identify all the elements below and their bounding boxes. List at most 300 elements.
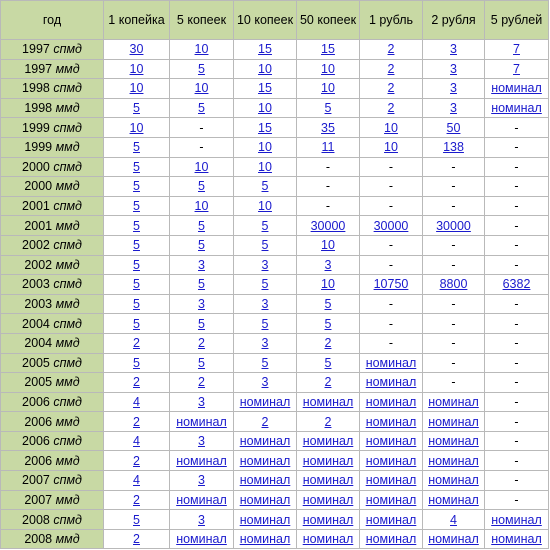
- price-link[interactable]: номинал: [428, 414, 479, 429]
- price-cell: [485, 118, 549, 138]
- price-cell: [170, 157, 234, 177]
- no-data-dash: -: [514, 199, 519, 214]
- price-link[interactable]: 10: [129, 120, 144, 135]
- price-cell: [104, 373, 170, 393]
- price-link[interactable]: номинал: [428, 532, 479, 547]
- price-cell: [297, 294, 360, 314]
- price-link[interactable]: 5: [261, 238, 269, 253]
- price-link[interactable]: 2: [387, 42, 395, 57]
- price-cell: [485, 275, 549, 295]
- table-row: [1, 412, 549, 432]
- price-link[interactable]: 5: [133, 257, 140, 272]
- mint-mark: ммд: [55, 336, 80, 351]
- price-link[interactable]: номинал: [365, 434, 417, 449]
- price-cell: [360, 490, 423, 510]
- price-cell: [234, 40, 297, 60]
- price-cell: [360, 235, 423, 255]
- table-body: [1, 40, 549, 549]
- price-link[interactable]: 2: [387, 101, 395, 116]
- table-row: [1, 196, 549, 216]
- price-cell: [170, 118, 234, 138]
- price-link[interactable]: номинал: [239, 492, 291, 507]
- price-link[interactable]: 15: [258, 81, 272, 96]
- price-cell: [423, 392, 485, 412]
- year-value: 2003: [22, 277, 50, 292]
- table-row: [1, 333, 549, 353]
- no-data-dash: -: [514, 316, 519, 331]
- price-cell: [297, 196, 360, 216]
- price-link[interactable]: 2: [387, 61, 395, 76]
- price-cell: [360, 40, 423, 60]
- price-link[interactable]: номинал: [365, 355, 417, 370]
- price-cell: [297, 314, 360, 334]
- price-link[interactable]: номинал: [239, 473, 291, 488]
- price-link[interactable]: 3: [450, 42, 457, 57]
- price-link[interactable]: 5: [198, 179, 205, 194]
- price-link[interactable]: 2: [324, 414, 332, 429]
- year-value: 2000: [22, 159, 50, 174]
- price-link[interactable]: номинал: [176, 453, 227, 468]
- price-link[interactable]: номинал: [365, 394, 417, 409]
- price-link[interactable]: номинал: [365, 453, 417, 468]
- table-row: [1, 275, 549, 295]
- header-1-ruble: 1 рубль: [360, 1, 423, 40]
- price-link[interactable]: 3: [324, 257, 332, 272]
- price-cell: [170, 98, 234, 118]
- price-link[interactable]: 5: [261, 316, 269, 331]
- price-cell: [104, 177, 170, 197]
- price-link[interactable]: номинал: [428, 492, 479, 507]
- price-link[interactable]: 2: [133, 375, 140, 390]
- no-data-dash: -: [451, 297, 456, 312]
- mint-mark: спмд: [53, 159, 82, 174]
- price-link[interactable]: 4: [133, 434, 140, 449]
- price-cell: [297, 235, 360, 255]
- price-link[interactable]: номинал: [176, 532, 227, 547]
- price-link[interactable]: 10: [258, 140, 272, 155]
- price-cell: [234, 471, 297, 491]
- price-link[interactable]: номинал: [239, 532, 291, 547]
- price-link[interactable]: номинал: [365, 492, 417, 507]
- price-link[interactable]: 2: [261, 414, 269, 429]
- mint-mark: спмд: [53, 238, 82, 253]
- mint-mark: ммд: [55, 140, 80, 155]
- year-value: 2005: [22, 355, 50, 370]
- price-link[interactable]: 2: [324, 336, 332, 351]
- price-link[interactable]: 5: [198, 355, 205, 370]
- price-link[interactable]: 4: [133, 394, 140, 409]
- price-cell: [234, 294, 297, 314]
- price-link[interactable]: 10: [129, 61, 144, 76]
- mint-mark: ммд: [55, 101, 80, 116]
- price-link[interactable]: 2: [133, 492, 140, 507]
- no-data-dash: -: [514, 218, 519, 233]
- price-link[interactable]: 50: [446, 120, 461, 135]
- price-link[interactable]: 3: [261, 297, 269, 312]
- no-data-dash: -: [451, 375, 456, 390]
- price-cell: [170, 196, 234, 216]
- price-cell: [485, 157, 549, 177]
- price-link[interactable]: 10: [194, 199, 209, 214]
- price-cell: [297, 98, 360, 118]
- year-value: 2002: [22, 238, 50, 253]
- year-value: 1999: [24, 140, 53, 155]
- price-cell: [234, 235, 297, 255]
- price-link[interactable]: номинал: [239, 394, 291, 409]
- price-link[interactable]: 6382: [502, 277, 531, 292]
- mint-mark: ммд: [55, 61, 80, 76]
- price-cell: [104, 353, 170, 373]
- price-link[interactable]: 3: [450, 81, 457, 96]
- price-link[interactable]: 5: [198, 101, 205, 116]
- price-link[interactable]: номинал: [365, 532, 417, 547]
- mint-mark: ммд: [55, 414, 80, 429]
- no-data-dash: -: [514, 355, 519, 370]
- price-link[interactable]: номинал: [428, 453, 479, 468]
- price-link[interactable]: 3: [198, 512, 205, 527]
- year-cell: [1, 471, 104, 491]
- header-5-kopeks: 5 копеек: [170, 1, 234, 40]
- price-link[interactable]: номинал: [302, 434, 354, 449]
- price-link[interactable]: 10: [258, 159, 272, 174]
- price-link[interactable]: 15: [258, 120, 272, 135]
- price-link[interactable]: 8800: [439, 277, 468, 292]
- year-cell: [1, 196, 104, 216]
- price-link[interactable]: номинал: [176, 492, 227, 507]
- no-data-dash: -: [388, 238, 394, 253]
- price-cell: [234, 412, 297, 432]
- price-link[interactable]: 5: [261, 355, 269, 370]
- price-link[interactable]: номинал: [176, 414, 227, 429]
- price-link[interactable]: номинал: [239, 453, 291, 468]
- price-link[interactable]: номинал: [302, 453, 354, 468]
- mint-mark: спмд: [53, 199, 82, 214]
- no-data-dash: -: [199, 140, 204, 155]
- table-header: [1, 1, 549, 40]
- no-data-dash: -: [514, 453, 519, 468]
- price-cell: [234, 98, 297, 118]
- price-cell: [104, 275, 170, 295]
- price-cell: [485, 294, 549, 314]
- price-link[interactable]: 3: [198, 434, 205, 449]
- price-link[interactable]: 15: [321, 42, 335, 57]
- no-data-dash: -: [451, 336, 456, 351]
- year-cell: [1, 98, 104, 118]
- no-data-dash: -: [451, 257, 456, 272]
- year-value: 2000: [24, 179, 53, 194]
- price-link[interactable]: 2: [133, 336, 140, 351]
- table-row: [1, 59, 549, 79]
- price-cell: [170, 431, 234, 451]
- mint-mark: спмд: [53, 434, 82, 449]
- table-row: [1, 79, 549, 99]
- price-link[interactable]: 5: [324, 297, 332, 312]
- price-cell: [104, 79, 170, 99]
- price-link[interactable]: 138: [443, 140, 464, 155]
- header-5-rubles: 5 рублей: [485, 1, 549, 40]
- price-cell: [104, 137, 170, 157]
- price-link[interactable]: 5: [324, 101, 332, 116]
- year-cell: [1, 314, 104, 334]
- price-link[interactable]: 10: [194, 81, 209, 96]
- price-link[interactable]: 5: [133, 512, 140, 527]
- price-cell: [423, 59, 485, 79]
- price-link[interactable]: номинал: [239, 512, 291, 527]
- price-link[interactable]: 5: [133, 218, 140, 233]
- price-cell: [485, 373, 549, 393]
- price-link[interactable]: 10: [321, 238, 335, 253]
- price-link[interactable]: номинал: [428, 473, 479, 488]
- price-link[interactable]: 11: [321, 140, 335, 155]
- price-cell: [170, 451, 234, 471]
- year-cell: [1, 137, 104, 157]
- price-link[interactable]: номинал: [239, 434, 291, 449]
- price-cell: [170, 510, 234, 530]
- price-cell: [170, 353, 234, 373]
- price-cell: [297, 216, 360, 236]
- price-link[interactable]: номинал: [365, 512, 417, 527]
- price-link[interactable]: 10: [129, 81, 144, 96]
- price-link[interactable]: 2: [387, 81, 395, 96]
- price-cell: [234, 333, 297, 353]
- no-data-dash: -: [451, 238, 456, 253]
- price-link[interactable]: 5: [324, 316, 332, 331]
- price-link[interactable]: номинал: [302, 473, 354, 488]
- price-cell: [423, 529, 485, 549]
- price-link[interactable]: 5: [133, 101, 140, 116]
- price-cell: [485, 314, 549, 334]
- price-link[interactable]: 3: [198, 257, 205, 272]
- price-cell: [485, 177, 549, 197]
- price-link[interactable]: 5: [133, 179, 140, 194]
- price-link[interactable]: номинал: [302, 394, 354, 409]
- price-link[interactable]: 5: [133, 238, 140, 253]
- year-cell: [1, 294, 104, 314]
- price-link[interactable]: 3: [261, 375, 269, 390]
- price-link[interactable]: 5: [133, 140, 140, 155]
- price-link[interactable]: 10: [384, 140, 398, 155]
- price-cell: [360, 275, 423, 295]
- price-link[interactable]: 5: [133, 297, 140, 312]
- price-link[interactable]: 10: [321, 277, 335, 292]
- year-value: 2008: [22, 512, 50, 527]
- price-link[interactable]: 3: [198, 297, 205, 312]
- price-link[interactable]: 2: [133, 532, 140, 547]
- price-link[interactable]: 2: [324, 375, 332, 390]
- price-cell: [297, 490, 360, 510]
- price-cell: [297, 510, 360, 530]
- price-cell: [297, 255, 360, 275]
- price-cell: [104, 59, 170, 79]
- price-link[interactable]: 35: [321, 120, 335, 135]
- price-cell: [297, 59, 360, 79]
- price-link[interactable]: 10: [321, 61, 335, 76]
- price-cell: [104, 412, 170, 432]
- price-link[interactable]: номинал: [302, 492, 354, 507]
- price-link[interactable]: 3: [450, 61, 457, 76]
- price-link[interactable]: 2: [133, 414, 140, 429]
- price-link[interactable]: 30000: [373, 218, 409, 233]
- no-data-dash: -: [388, 257, 394, 272]
- year-value: 1998: [22, 81, 50, 96]
- price-cell: [423, 412, 485, 432]
- table-row: [1, 510, 549, 530]
- price-link[interactable]: 15: [258, 42, 272, 57]
- price-link[interactable]: номинал: [428, 394, 479, 409]
- price-cell: [423, 353, 485, 373]
- price-cell: [423, 431, 485, 451]
- price-cell: [234, 255, 297, 275]
- price-link[interactable]: 3: [198, 473, 205, 488]
- price-cell: [360, 294, 423, 314]
- price-cell: [297, 431, 360, 451]
- no-data-dash: -: [325, 199, 331, 214]
- price-link[interactable]: 5: [198, 61, 205, 76]
- year-cell: [1, 529, 104, 549]
- price-link[interactable]: 2: [133, 453, 140, 468]
- price-cell: [485, 529, 549, 549]
- no-data-dash: -: [514, 257, 519, 272]
- price-link[interactable]: 5: [261, 277, 269, 292]
- header-1-kopek: 1 копейка: [104, 1, 170, 40]
- mint-mark: спмд: [53, 120, 82, 135]
- price-link[interactable]: 4: [133, 473, 140, 488]
- price-link[interactable]: 5: [261, 218, 269, 233]
- year-value: 2007: [24, 492, 53, 507]
- price-cell: [360, 373, 423, 393]
- price-link[interactable]: 5: [133, 199, 140, 214]
- price-cell: [423, 510, 485, 530]
- price-link[interactable]: номинал: [365, 414, 417, 429]
- mint-mark: спмд: [53, 355, 82, 370]
- price-cell: [297, 275, 360, 295]
- price-link[interactable]: номинал: [491, 81, 542, 96]
- price-cell: [423, 255, 485, 275]
- price-cell: [104, 471, 170, 491]
- price-cell: [104, 314, 170, 334]
- price-link[interactable]: 10: [258, 101, 272, 116]
- price-link[interactable]: номинал: [365, 473, 417, 488]
- price-link[interactable]: 10: [258, 61, 272, 76]
- price-link[interactable]: 3: [261, 336, 269, 351]
- no-data-dash: -: [514, 159, 519, 174]
- no-data-dash: -: [514, 336, 519, 351]
- price-link[interactable]: 5: [198, 238, 205, 253]
- price-cell: [423, 177, 485, 197]
- price-link[interactable]: 5: [133, 355, 140, 370]
- year-value: 2001: [22, 199, 50, 214]
- price-link[interactable]: 3: [450, 101, 457, 116]
- price-cell: [423, 157, 485, 177]
- price-link[interactable]: номинал: [365, 375, 417, 390]
- price-link[interactable]: номинал: [491, 532, 542, 547]
- year-cell: [1, 510, 104, 530]
- year-cell: [1, 333, 104, 353]
- price-link[interactable]: 5: [324, 355, 332, 370]
- price-cell: [485, 59, 549, 79]
- price-link[interactable]: 3: [261, 257, 269, 272]
- no-data-dash: -: [451, 316, 456, 331]
- price-cell: [104, 431, 170, 451]
- price-cell: [170, 529, 234, 549]
- table-row: [1, 353, 549, 373]
- table-row: [1, 98, 549, 118]
- no-data-dash: -: [514, 394, 519, 409]
- no-data-dash: -: [514, 473, 519, 488]
- no-data-dash: -: [514, 434, 519, 449]
- no-data-dash: -: [514, 492, 519, 507]
- year-value: 2006: [24, 414, 53, 429]
- price-cell: [104, 196, 170, 216]
- price-cell: [360, 314, 423, 334]
- price-link[interactable]: 10: [321, 81, 335, 96]
- price-link[interactable]: 10: [384, 120, 398, 135]
- price-link[interactable]: 2: [198, 336, 205, 351]
- year-value: 2006: [22, 394, 50, 409]
- price-link[interactable]: 2: [198, 375, 205, 390]
- price-link[interactable]: 5: [133, 316, 140, 331]
- price-link[interactable]: 7: [513, 61, 520, 76]
- price-cell: [360, 333, 423, 353]
- price-link[interactable]: номинал: [302, 532, 354, 547]
- no-data-dash: -: [388, 199, 394, 214]
- price-link[interactable]: номинал: [302, 512, 354, 527]
- price-cell: [104, 40, 170, 60]
- price-link[interactable]: 7: [513, 42, 520, 57]
- year-cell: [1, 255, 104, 275]
- price-link[interactable]: 5: [133, 277, 140, 292]
- price-cell: [104, 118, 170, 138]
- price-link[interactable]: 5: [198, 218, 205, 233]
- price-cell: [360, 59, 423, 79]
- price-link[interactable]: 5: [133, 159, 140, 174]
- no-data-dash: -: [199, 120, 204, 135]
- price-cell: [104, 98, 170, 118]
- price-cell: [234, 118, 297, 138]
- price-link[interactable]: номинал: [491, 512, 542, 527]
- price-link[interactable]: номинал: [491, 101, 542, 116]
- price-cell: [360, 177, 423, 197]
- price-link[interactable]: 3: [198, 394, 205, 409]
- no-data-dash: -: [514, 179, 519, 194]
- price-link[interactable]: 5: [198, 316, 205, 331]
- price-link[interactable]: номинал: [428, 434, 479, 449]
- price-link[interactable]: 10750: [373, 277, 409, 292]
- table-row: [1, 451, 549, 471]
- price-cell: [170, 333, 234, 353]
- price-cell: [234, 137, 297, 157]
- price-link[interactable]: 5: [198, 277, 205, 292]
- price-link[interactable]: 30000: [436, 218, 471, 233]
- price-link[interactable]: 5: [261, 179, 269, 194]
- price-link[interactable]: 10: [194, 159, 209, 174]
- price-cell: [104, 157, 170, 177]
- price-cell: [104, 294, 170, 314]
- price-cell: [297, 412, 360, 432]
- price-link[interactable]: 30: [129, 42, 144, 57]
- price-link[interactable]: 4: [450, 512, 457, 527]
- price-cell: [423, 471, 485, 491]
- price-link[interactable]: 10: [258, 199, 272, 214]
- table-row: [1, 137, 549, 157]
- mint-mark: ммд: [55, 492, 80, 507]
- price-cell: [423, 137, 485, 157]
- price-link[interactable]: 30000: [310, 218, 346, 233]
- price-link[interactable]: 10: [194, 42, 209, 57]
- year-value: 1999: [22, 120, 50, 135]
- price-cell: [485, 79, 549, 99]
- year-cell: [1, 392, 104, 412]
